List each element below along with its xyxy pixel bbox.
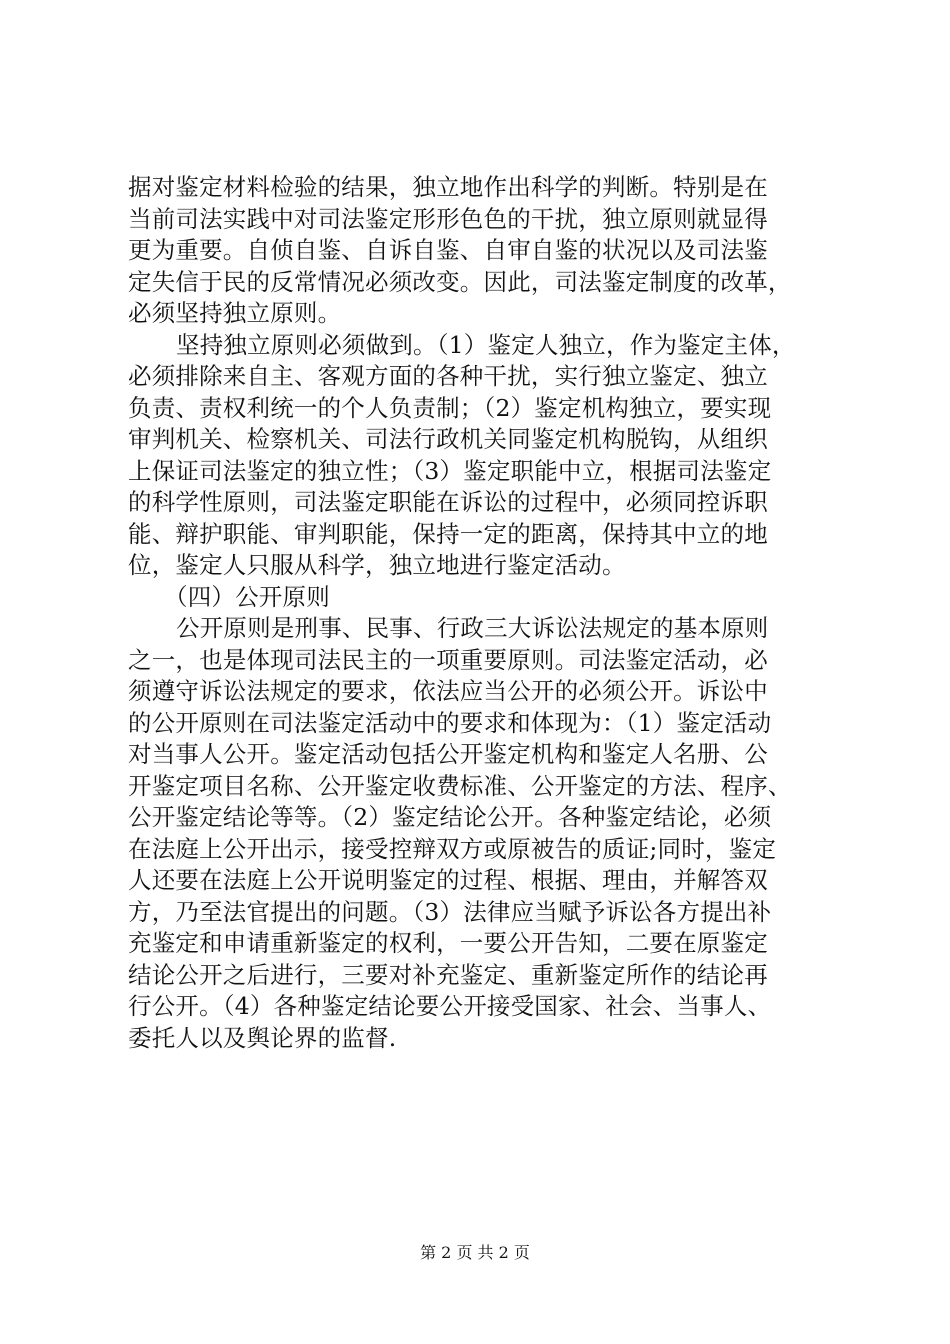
- document-body: [128, 172, 840, 1054]
- page-footer: [0, 1243, 950, 1263]
- page-number-label: 第 2 页 共 2 页: [420, 1243, 530, 1262]
- text-line: 人还要在法庭上公开说明鉴定的过程、根据、理由，并解答双: [128, 866, 768, 894]
- text-line: 上保证司法鉴定的独立性；（3）鉴定职能中立，根据司法鉴定: [128, 456, 772, 485]
- section-heading: （四）公开原则: [164, 582, 330, 611]
- text-line: 的科学性原则，司法鉴定职能在诉讼的过程中，必须同控诉职: [128, 488, 768, 516]
- text-line: 位，鉴定人只服从科学，独立地进行鉴定活动。: [128, 551, 626, 579]
- text-line: 对当事人公开。鉴定活动包括公开鉴定机构和鉴定人名册、公: [128, 740, 768, 768]
- text-line: 当前司法实践中对司法鉴定形形色色的干扰，独立原则就显得: [128, 204, 768, 233]
- text-line: 的公开原则在司法鉴定活动中的要求和体现为：（1）鉴定活动: [128, 708, 772, 737]
- text-line: 据对鉴定材料检验的结果，独立地作出科学的判断。特别是在: [128, 173, 768, 201]
- text-line: 更为重要。自侦自鉴、自诉自鉴、自审自鉴的状况以及司法鉴: [128, 236, 768, 264]
- text-line: 充鉴定和申请重新鉴定的权利，一要公开告知，二要在原鉴定: [128, 929, 768, 957]
- paragraph-first-line: 坚持独立原则必须做到。（1）鉴定人独立，作为鉴定主体，: [176, 330, 796, 359]
- text-line: 方，乃至法官提出的问题。（3）法律应当赋予诉讼各方提出补: [128, 897, 772, 926]
- text-line: 必须坚持独立原则。: [128, 299, 342, 327]
- paragraph-first-line: 公开原则是刑事、民事、行政三大诉讼法规定的基本原则: [176, 614, 769, 642]
- text-line: 定失信于民的反常情况必须改变。因此，司法鉴定制度的改革，: [128, 267, 792, 296]
- text-line: 公开鉴定结论等等。（2）鉴定结论公开。各种鉴定结论，必须: [128, 803, 772, 831]
- text-line: 负责、责权利统一的个人负责制；（2）鉴定机构独立，要实现: [128, 393, 772, 422]
- text-line: 委托人以及舆论界的监督.: [128, 1023, 397, 1052]
- text-line: 能、辩护职能、审判职能，保持一定的距离，保持其中立的地: [128, 519, 768, 548]
- text-line: 须遵守诉讼法规定的要求，依法应当公开的必须公开。诉讼中: [128, 677, 768, 705]
- text-line: 行公开。（4）各种鉴定结论要公开接受国家、社会、当事人、: [128, 992, 772, 1020]
- text-line: 必须排除来自主、客观方面的各种干扰，实行独立鉴定、独立: [128, 362, 768, 390]
- text-line: 审判机关、检察机关、司法行政机关同鉴定机构脱钩，从组织: [128, 425, 768, 453]
- text-line: 结论公开之后进行，三要对补充鉴定、重新鉴定所作的结论再: [128, 960, 768, 989]
- text-line: 在法庭上公开出示，接受控辩双方或原被告的质证;同时，鉴定: [128, 834, 777, 863]
- text-line: 开鉴定项目名称、公开鉴定收费标准、公开鉴定的方法、程序、: [128, 771, 792, 800]
- text-line: 之一，也是体现司法民主的一项重要原则。司法鉴定活动，必: [128, 645, 768, 674]
